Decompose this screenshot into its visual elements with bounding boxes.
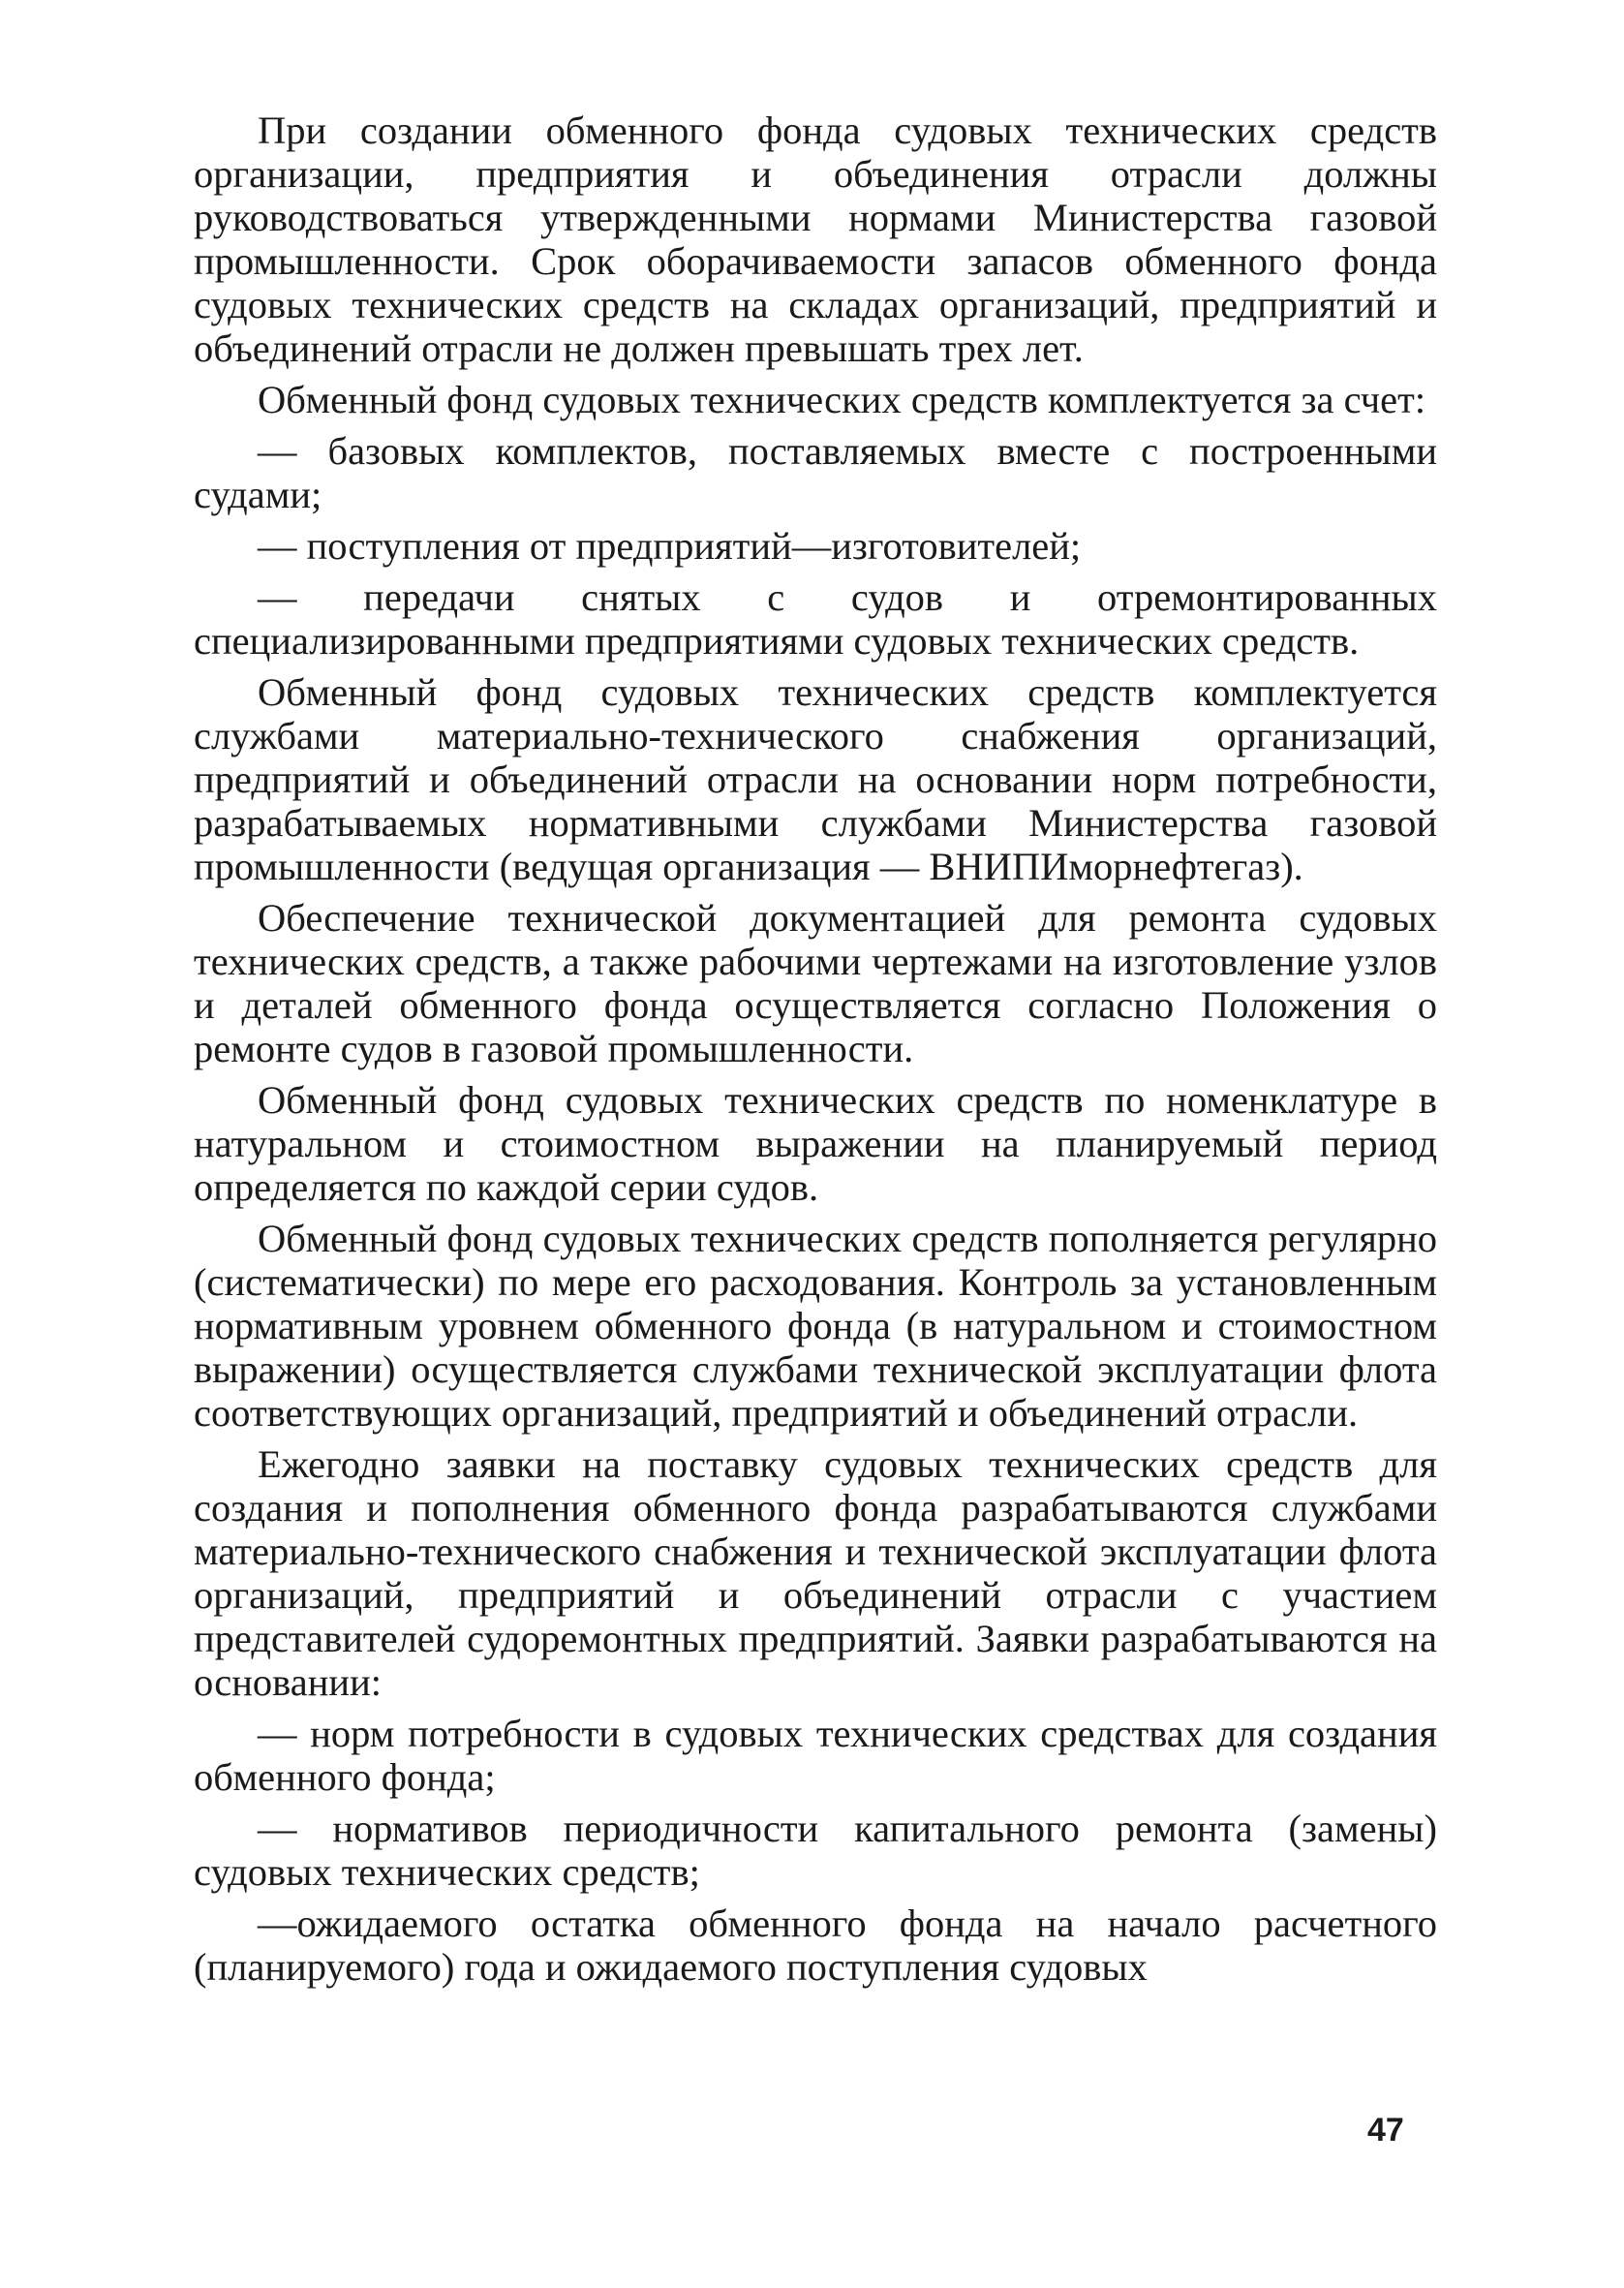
list-item-base-kits: — базовых комплектов, поставляемых вместе с построенными судами; bbox=[194, 429, 1437, 516]
list-item-overhaul-periodicity: — нормативов периодичности капитального ремонта (замены) судовых технических средств; bbox=[194, 1807, 1437, 1894]
list-item-expected-balance: —ожидаемого остатка обменного фонда на начало расчетного (планируемого) года и ожидаемого поступления судовых bbox=[194, 1902, 1437, 1989]
list-item-demand-norms: — норм потребности в судовых технических средствах для создания обменного фонда; bbox=[194, 1712, 1437, 1799]
page-body bbox=[194, 108, 1437, 1996]
page-number: 47 bbox=[1367, 2112, 1404, 2149]
paragraph-supply-services: Обменный фонд судовых технических средств комплектуется службами материально-технического снабжения организаций, предприятий и объединений отрасли на основании норм потребности, разрабатываемых нормативными службами Министерства газовой промышленности (ведущая организация — ВНИПИморнефтегаз). bbox=[194, 670, 1437, 888]
paragraph-fund-sources: Обменный фонд судовых технических средств комплектуется за счет: bbox=[258, 378, 1426, 421]
paragraph-nomenclature: Обменный фонд судовых технических средств по номенклатуре в натуральном и стоимостном выражении на планируемый период определяется по каждой серии судов. bbox=[194, 1078, 1437, 1209]
list-item-manufacturers: — поступления от предприятий—изготовителей; bbox=[258, 524, 1082, 568]
list-item-repaired-equipment: — передачи снятых с судов и отремонтированных специализированными предприятиями судовых технических средств. bbox=[194, 575, 1437, 663]
paragraph-creation-norms: При создании обменного фонда судовых технических средств организации, предприятия и объединения отрасли должны руководствоваться утвержденными нормами Министерства газовой промышленности. Срок оборачиваемости запасов обменного фонда судовых технических средств на складах организаций, предприятий и объединений отрасли не должен превышать трех лет. bbox=[194, 108, 1437, 370]
paragraph-replenishment: Обменный фонд судовых технических средств пополняется регулярно (систематически) по мере его расходования. Контроль за установленным нормативным уровнем обменного фонда (в натуральном и стоимостном выражении) осуществляется службами технической эксплуатации флота соответствующих организаций, предприятий и объединений отрасли. bbox=[194, 1217, 1437, 1435]
paragraph-documentation: Обеспечение технической документацией для ремонта судовых технических средств, а также рабочими чертежами на изготовление узлов и деталей обменного фонда осуществляется согласно Положения о ремонте судов в газовой промышленности. bbox=[194, 896, 1437, 1070]
paragraph-annual-requests: Ежегодно заявки на поставку судовых технических средств для создания и пополнения обменного фонда разрабатываются службами материально-технического снабжения и технической эксплуатации флота организаций, предприятий и объединений отрасли с участием представителей судоремонтных предприятий. Заявки разрабатываются на основании: bbox=[194, 1442, 1437, 1704]
